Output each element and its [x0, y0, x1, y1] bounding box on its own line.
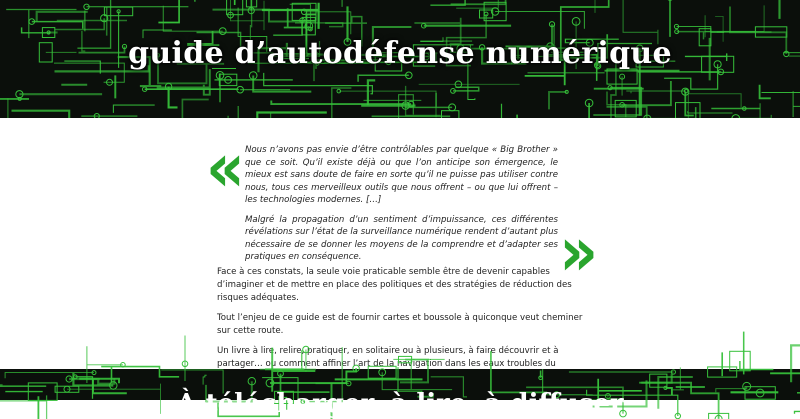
circuit-trace — [346, 368, 356, 383]
circuit-trace — [5, 373, 94, 379]
circuit-trace — [22, 27, 51, 32]
circuit-trace — [337, 0, 343, 7]
circuit-trace — [113, 105, 154, 113]
intro-paragraph: Un livre à lire, relire, pratiquer, en solitaire ou à plusieurs, à faire découvrir et à partager… ou comment affiner l’art de la navigation dans les eaux troubles du — [217, 345, 585, 384]
intro-paragraph: Face à ces constats, la seule voie praticable semble être de devenir capables d’imaginer et de mettre en place des politiques et des stratégies de réduction des risques adéquates. — [217, 266, 585, 305]
quote-text — [245, 144, 558, 271]
close-quote-icon: » — [559, 218, 598, 287]
circuit-trace — [593, 88, 641, 115]
download-section-title: À télécharger, à lire, à diffuser — [0, 389, 800, 419]
quote-block — [206, 144, 598, 256]
circuit-trace — [688, 111, 733, 113]
quote-paragraph: Nous n’avons pas envie d’être contrôlables par quelque « Big Brother » que ce soit. Qu’il existe déjà ou que l’on anticipe son émergence, le mieux est sans doute de faire en sorte qu’il ne puisse pas utiliser contre nous, tous ces merveilleux outils que nous offrent – ou que lui offrent – les technologies modernes. […] — [245, 144, 558, 207]
circuit-trace — [157, 69, 210, 95]
quote-paragraph: Malgré la propagation d’un sentiment d’impuissance, ces différentes révélations sur l’état de la surveillance numérique rendent d’autant plus nécessaire de se donner les moyens de la comprendre et d’adapter ses pratiques en conséquence. — [245, 214, 558, 264]
intro-paragraph: Tout l’enjeu de ce guide est de fournir cartes et boussole à quiconque veut cheminer sur cette route. — [217, 312, 585, 338]
circuit-trace — [6, 10, 76, 39]
circuit-trace — [453, 87, 479, 91]
circuit-trace — [145, 89, 238, 90]
download-banner — [0, 369, 800, 400]
circuit-trace — [626, 91, 686, 93]
circuit-trace — [203, 375, 207, 384]
circuit-trace — [0, 98, 8, 120]
site-title[interactable]: guide d’autodéfense numérique — [0, 36, 800, 71]
circuit-trace — [271, 101, 411, 105]
circuit-trace — [32, 22, 83, 29]
circuit-trace — [622, 81, 671, 105]
circuit-trace — [290, 4, 311, 29]
circuit-trace — [793, 91, 800, 117]
open-quote-icon: « — [206, 134, 245, 203]
circuit-trace — [760, 85, 771, 99]
main-content — [0, 118, 800, 369]
circuit-trace — [101, 367, 179, 383]
circuit-trace — [358, 75, 409, 82]
circuit-trace — [158, 0, 234, 23]
circuit-trace — [0, 374, 46, 386]
circuit-trace — [549, 92, 567, 110]
circuit-trace — [382, 372, 452, 389]
header-banner — [0, 0, 800, 118]
